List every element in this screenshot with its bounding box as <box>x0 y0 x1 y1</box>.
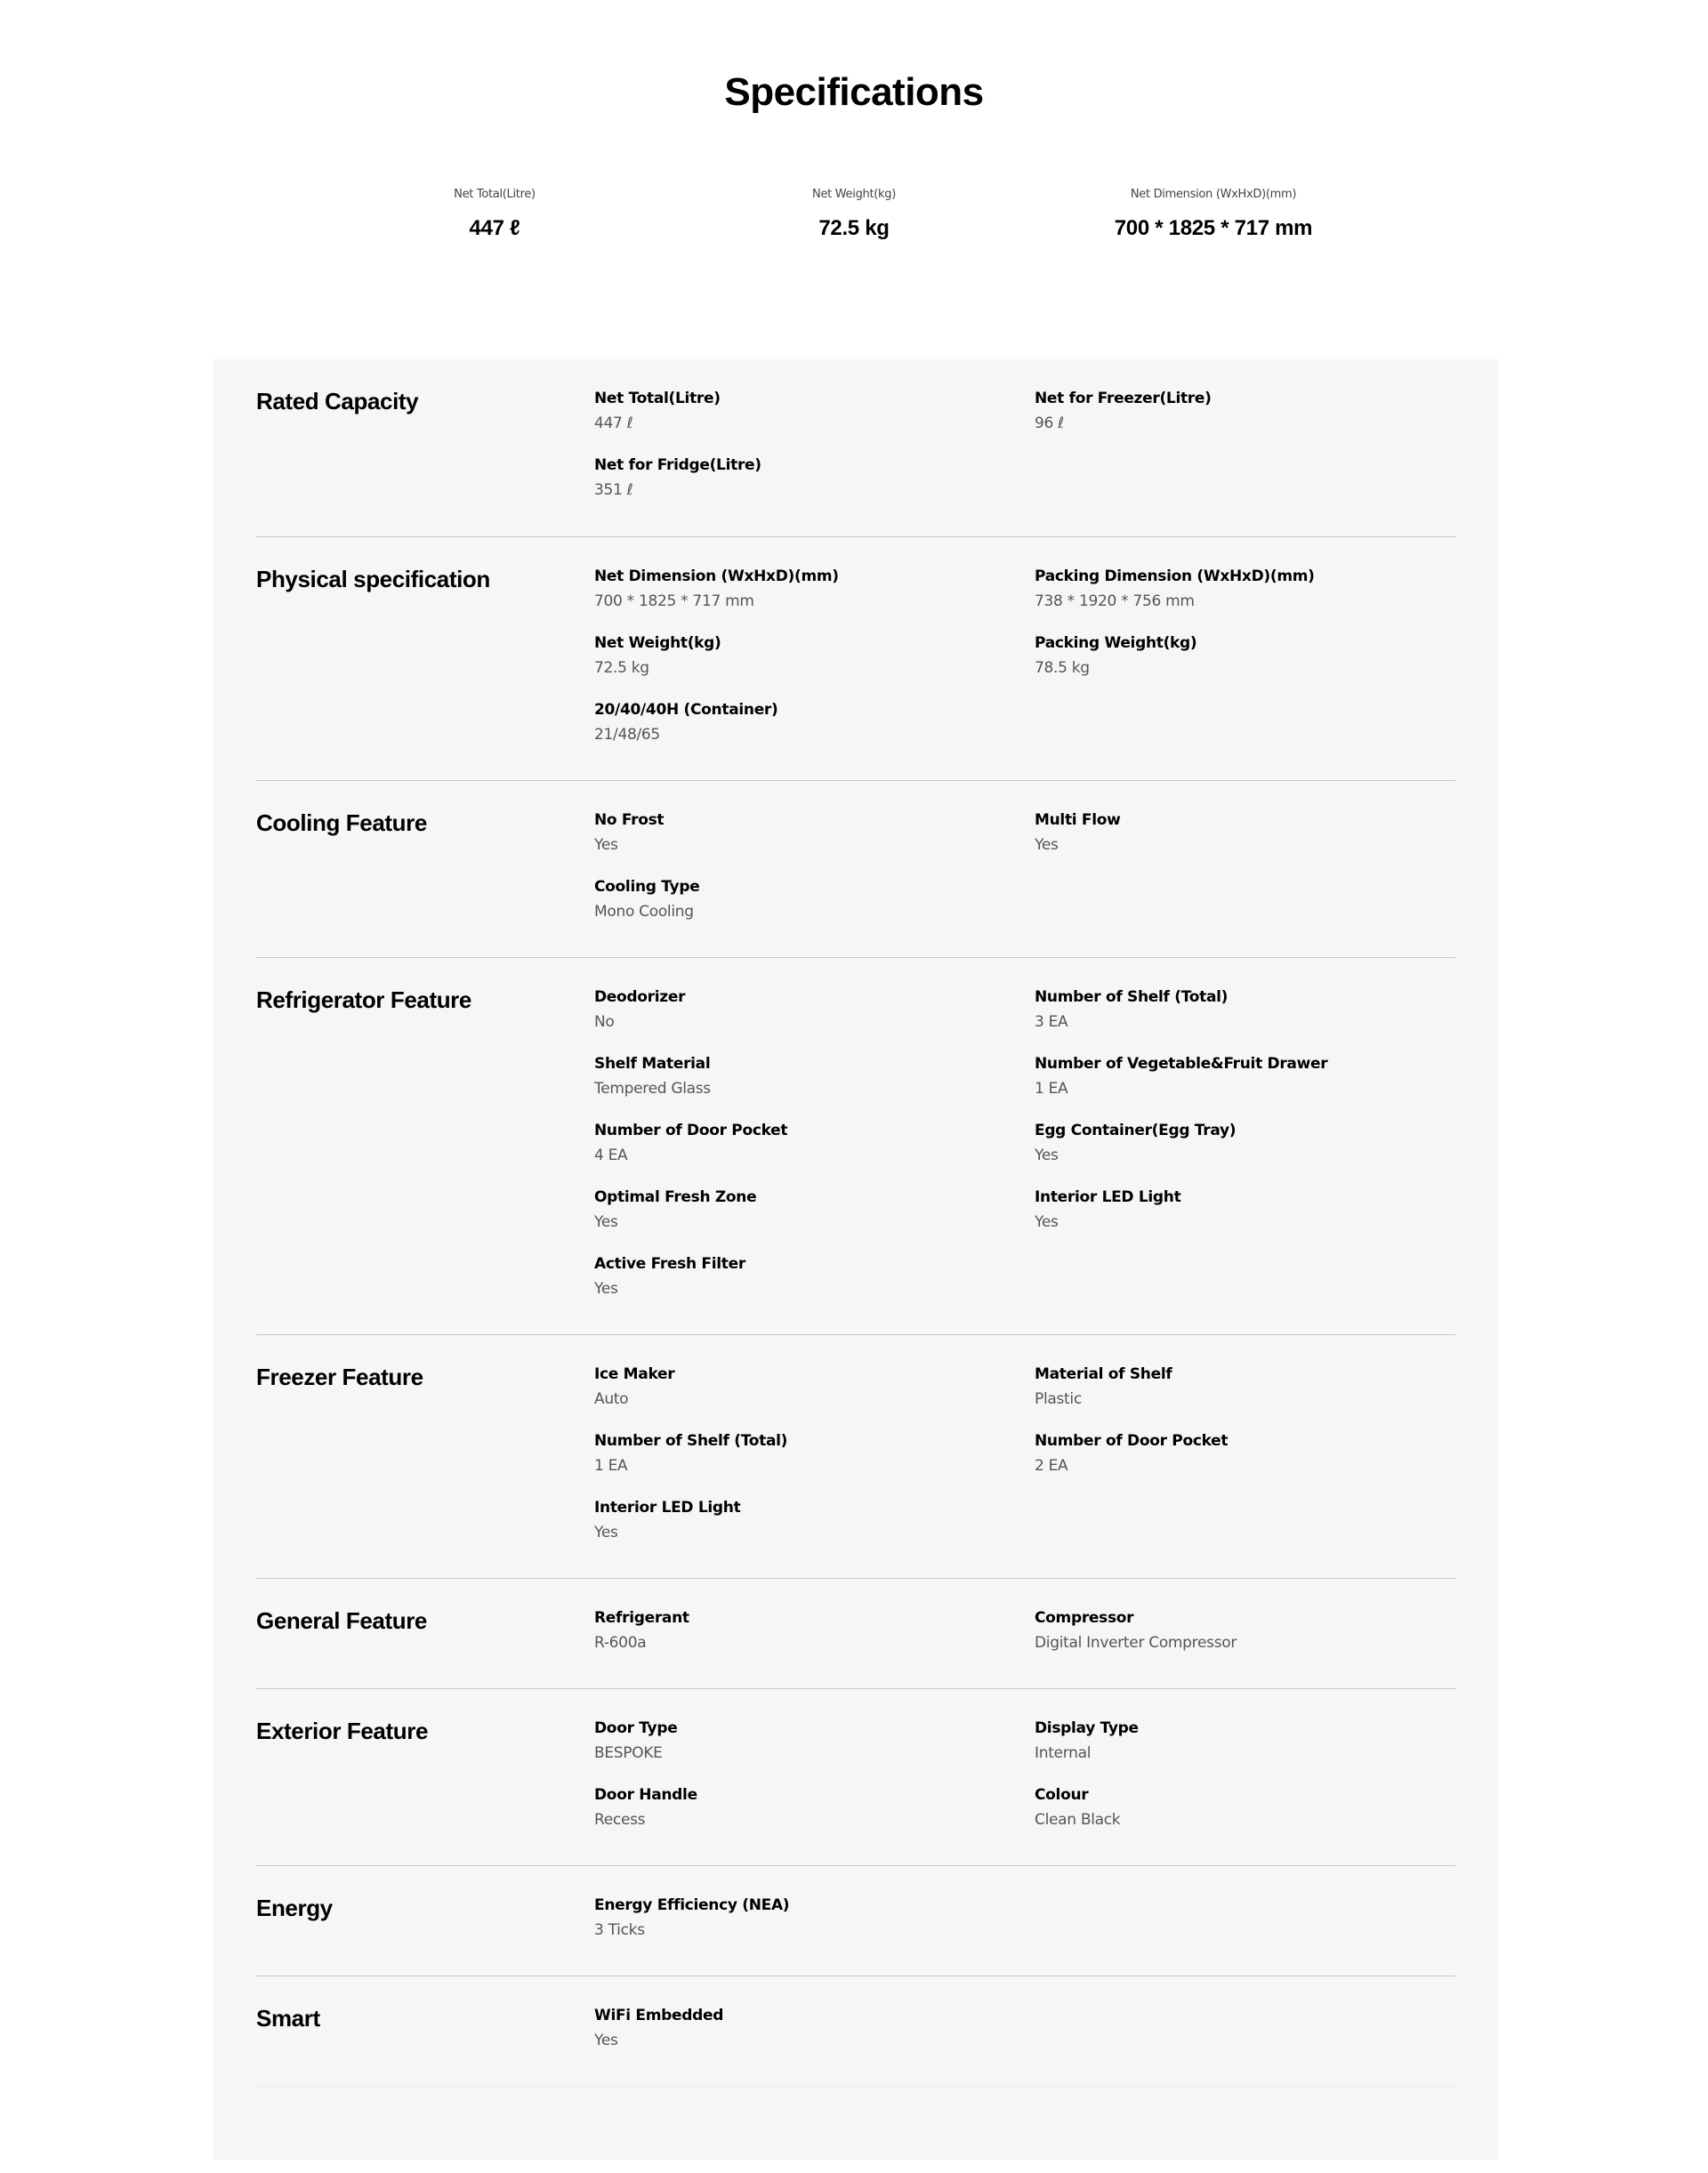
spec-value: Yes <box>594 2032 618 2049</box>
spec-name: Net for Fridge(Litre) <box>594 456 761 474</box>
spec-item <box>594 809 1021 856</box>
spec-name: Number of Door Pocket <box>594 1122 788 1139</box>
spec-value: BESPOKE <box>594 1744 663 1762</box>
spec-section-energy <box>256 1866 1455 1976</box>
spec-section-freezer-feature <box>256 1335 1455 1579</box>
spec-value: Mono Cooling <box>594 903 694 921</box>
spec-name: Display Type <box>1035 1719 1139 1737</box>
spec-value: 447 ℓ <box>594 414 633 432</box>
spec-name: Packing Dimension (WxHxD)(mm) <box>1035 567 1315 585</box>
spec-name: Door Type <box>594 1719 678 1737</box>
spec-name: Active Fresh Filter <box>594 1255 745 1273</box>
section-title: Cooling Feature <box>256 809 427 836</box>
section-title: Energy <box>256 1895 333 1921</box>
spec-section-cooling-feature <box>256 781 1455 958</box>
spec-value: 1 EA <box>594 1457 628 1475</box>
summary-label: Net Total(Litre) <box>454 188 536 201</box>
section-title: Smart <box>256 2005 320 2032</box>
section-title: Exterior Feature <box>256 1718 429 1744</box>
summary-item-net-dimension <box>1035 187 1391 242</box>
spec-name: Packing Weight(kg) <box>1035 634 1197 652</box>
spec-value: Yes <box>594 836 618 854</box>
spec-item <box>594 1895 1021 1941</box>
key-spec-summary <box>0 187 1708 249</box>
summary-item-net-weight <box>676 187 1032 242</box>
spec-value: Yes <box>1035 1147 1059 1164</box>
spec-item <box>594 1187 1021 1233</box>
spec-name: Cooling Type <box>594 878 700 896</box>
spec-section-smart <box>256 1976 1455 2087</box>
spec-value: 21/48/65 <box>594 726 660 744</box>
spec-value: Yes <box>594 1213 618 1231</box>
spec-name: WiFi Embedded <box>594 2007 724 2024</box>
spec-name: 20/40/40H (Container) <box>594 701 778 719</box>
spec-value: Clean Black <box>1035 1811 1121 1829</box>
spec-value: 78.5 kg <box>1035 659 1090 677</box>
spec-name: Egg Container(Egg Tray) <box>1035 1122 1237 1139</box>
summary-label: Net Dimension (WxHxD)(mm) <box>1130 188 1297 201</box>
spec-value: Internal <box>1035 1744 1092 1762</box>
spec-name: Material of Shelf <box>1035 1365 1172 1383</box>
spec-item <box>594 1430 1021 1477</box>
spec-value: 738 * 1920 * 756 mm <box>1035 592 1195 610</box>
spec-name: Number of Shelf (Total) <box>1035 988 1229 1006</box>
spec-section-exterior-feature <box>256 1689 1455 1866</box>
spec-item <box>594 2005 1021 2051</box>
page-title: Specifications <box>724 70 984 114</box>
summary-value: 72.5 kg <box>818 216 890 240</box>
spec-name: Net Dimension (WxHxD)(mm) <box>594 567 839 585</box>
spec-item <box>1035 1718 1462 1764</box>
spec-section-physical-specification <box>256 537 1455 781</box>
spec-name: Refrigerant <box>594 1609 689 1627</box>
spec-section-general-feature <box>256 1579 1455 1689</box>
spec-item <box>594 632 1021 679</box>
spec-value: Yes <box>1035 1213 1059 1231</box>
spec-value: Yes <box>594 1280 618 1298</box>
spec-value: 700 * 1825 * 717 mm <box>594 592 754 610</box>
spec-name: Colour <box>1035 1786 1089 1804</box>
spec-name: Net Total(Litre) <box>594 390 721 407</box>
spec-value: Recess <box>594 1811 646 1829</box>
summary-label: Net Weight(kg) <box>812 188 896 201</box>
summary-value: 447 ℓ <box>469 216 520 240</box>
spec-value: Tempered Glass <box>594 1080 711 1098</box>
spec-item <box>1035 388 1462 434</box>
spec-value: R-600a <box>594 1634 647 1652</box>
spec-item <box>1035 566 1462 612</box>
spec-item <box>594 1364 1021 1410</box>
spec-item <box>594 876 1021 922</box>
spec-item <box>594 1607 1021 1654</box>
spec-value: 4 EA <box>594 1147 628 1164</box>
spec-item <box>1035 1430 1462 1477</box>
section-title: Refrigerator Feature <box>256 986 471 1013</box>
spec-item <box>1035 1784 1462 1831</box>
spec-value: 3 Ticks <box>594 1921 645 1939</box>
spec-name: Interior LED Light <box>1035 1188 1181 1206</box>
spec-item <box>1035 1120 1462 1166</box>
spec-item <box>594 1497 1021 1543</box>
spec-item <box>594 388 1021 434</box>
section-title: General Feature <box>256 1607 427 1634</box>
spec-name: Interior LED Light <box>594 1499 741 1517</box>
spec-value: Plastic <box>1035 1390 1082 1408</box>
spec-item <box>1035 809 1462 856</box>
spec-name: No Frost <box>594 811 665 829</box>
spec-name: Ice Maker <box>594 1365 675 1383</box>
spec-name: Energy Efficiency (NEA) <box>594 1896 790 1914</box>
spec-panel <box>214 359 1498 2160</box>
spec-section-rated-capacity <box>256 359 1455 537</box>
spec-name: Net Weight(kg) <box>594 634 721 652</box>
spec-value: 2 EA <box>1035 1457 1068 1475</box>
spec-value: Auto <box>594 1390 629 1408</box>
spec-item <box>1035 1607 1462 1654</box>
spec-name: Optimal Fresh Zone <box>594 1188 757 1206</box>
spec-item <box>1035 986 1462 1033</box>
spec-name: Net for Freezer(Litre) <box>1035 390 1212 407</box>
spec-item <box>594 1053 1021 1099</box>
section-title: Freezer Feature <box>256 1364 423 1390</box>
spec-item <box>594 1253 1021 1300</box>
spec-value: Digital Inverter Compressor <box>1035 1634 1237 1652</box>
spec-value: 96 ℓ <box>1035 414 1064 432</box>
spec-value: No <box>594 1013 615 1031</box>
spec-item <box>594 1120 1021 1166</box>
spec-item <box>594 566 1021 612</box>
spec-name: Multi Flow <box>1035 811 1121 829</box>
spec-section-refrigerator-feature <box>256 958 1455 1335</box>
spec-item <box>594 455 1021 501</box>
spec-item <box>594 1718 1021 1764</box>
spec-name: Door Handle <box>594 1786 697 1804</box>
section-title: Physical specification <box>256 566 490 592</box>
spec-item <box>1035 1364 1462 1410</box>
spec-value: 1 EA <box>1035 1080 1068 1098</box>
spec-name: Number of Shelf (Total) <box>594 1432 788 1450</box>
spec-item <box>594 1784 1021 1831</box>
spec-value: 3 EA <box>1035 1013 1068 1031</box>
spec-item <box>594 699 1021 745</box>
spec-item <box>594 986 1021 1033</box>
spec-value: 351 ℓ <box>594 481 633 499</box>
spec-item <box>1035 1187 1462 1233</box>
spec-item <box>1035 1053 1462 1099</box>
spec-name: Deodorizer <box>594 988 686 1006</box>
summary-value: 700 * 1825 * 717 mm <box>1114 216 1313 240</box>
spec-name: Shelf Material <box>594 1055 711 1073</box>
spec-value: Yes <box>1035 836 1059 854</box>
spec-name: Number of Door Pocket <box>1035 1432 1229 1450</box>
section-title: Rated Capacity <box>256 388 419 414</box>
summary-item-net-total <box>317 187 673 242</box>
spec-value: 72.5 kg <box>594 659 649 677</box>
spec-item <box>1035 632 1462 679</box>
spec-value: Yes <box>594 1524 618 1541</box>
spec-name: Number of Vegetable&Fruit Drawer <box>1035 1055 1328 1073</box>
spec-name: Compressor <box>1035 1609 1134 1627</box>
